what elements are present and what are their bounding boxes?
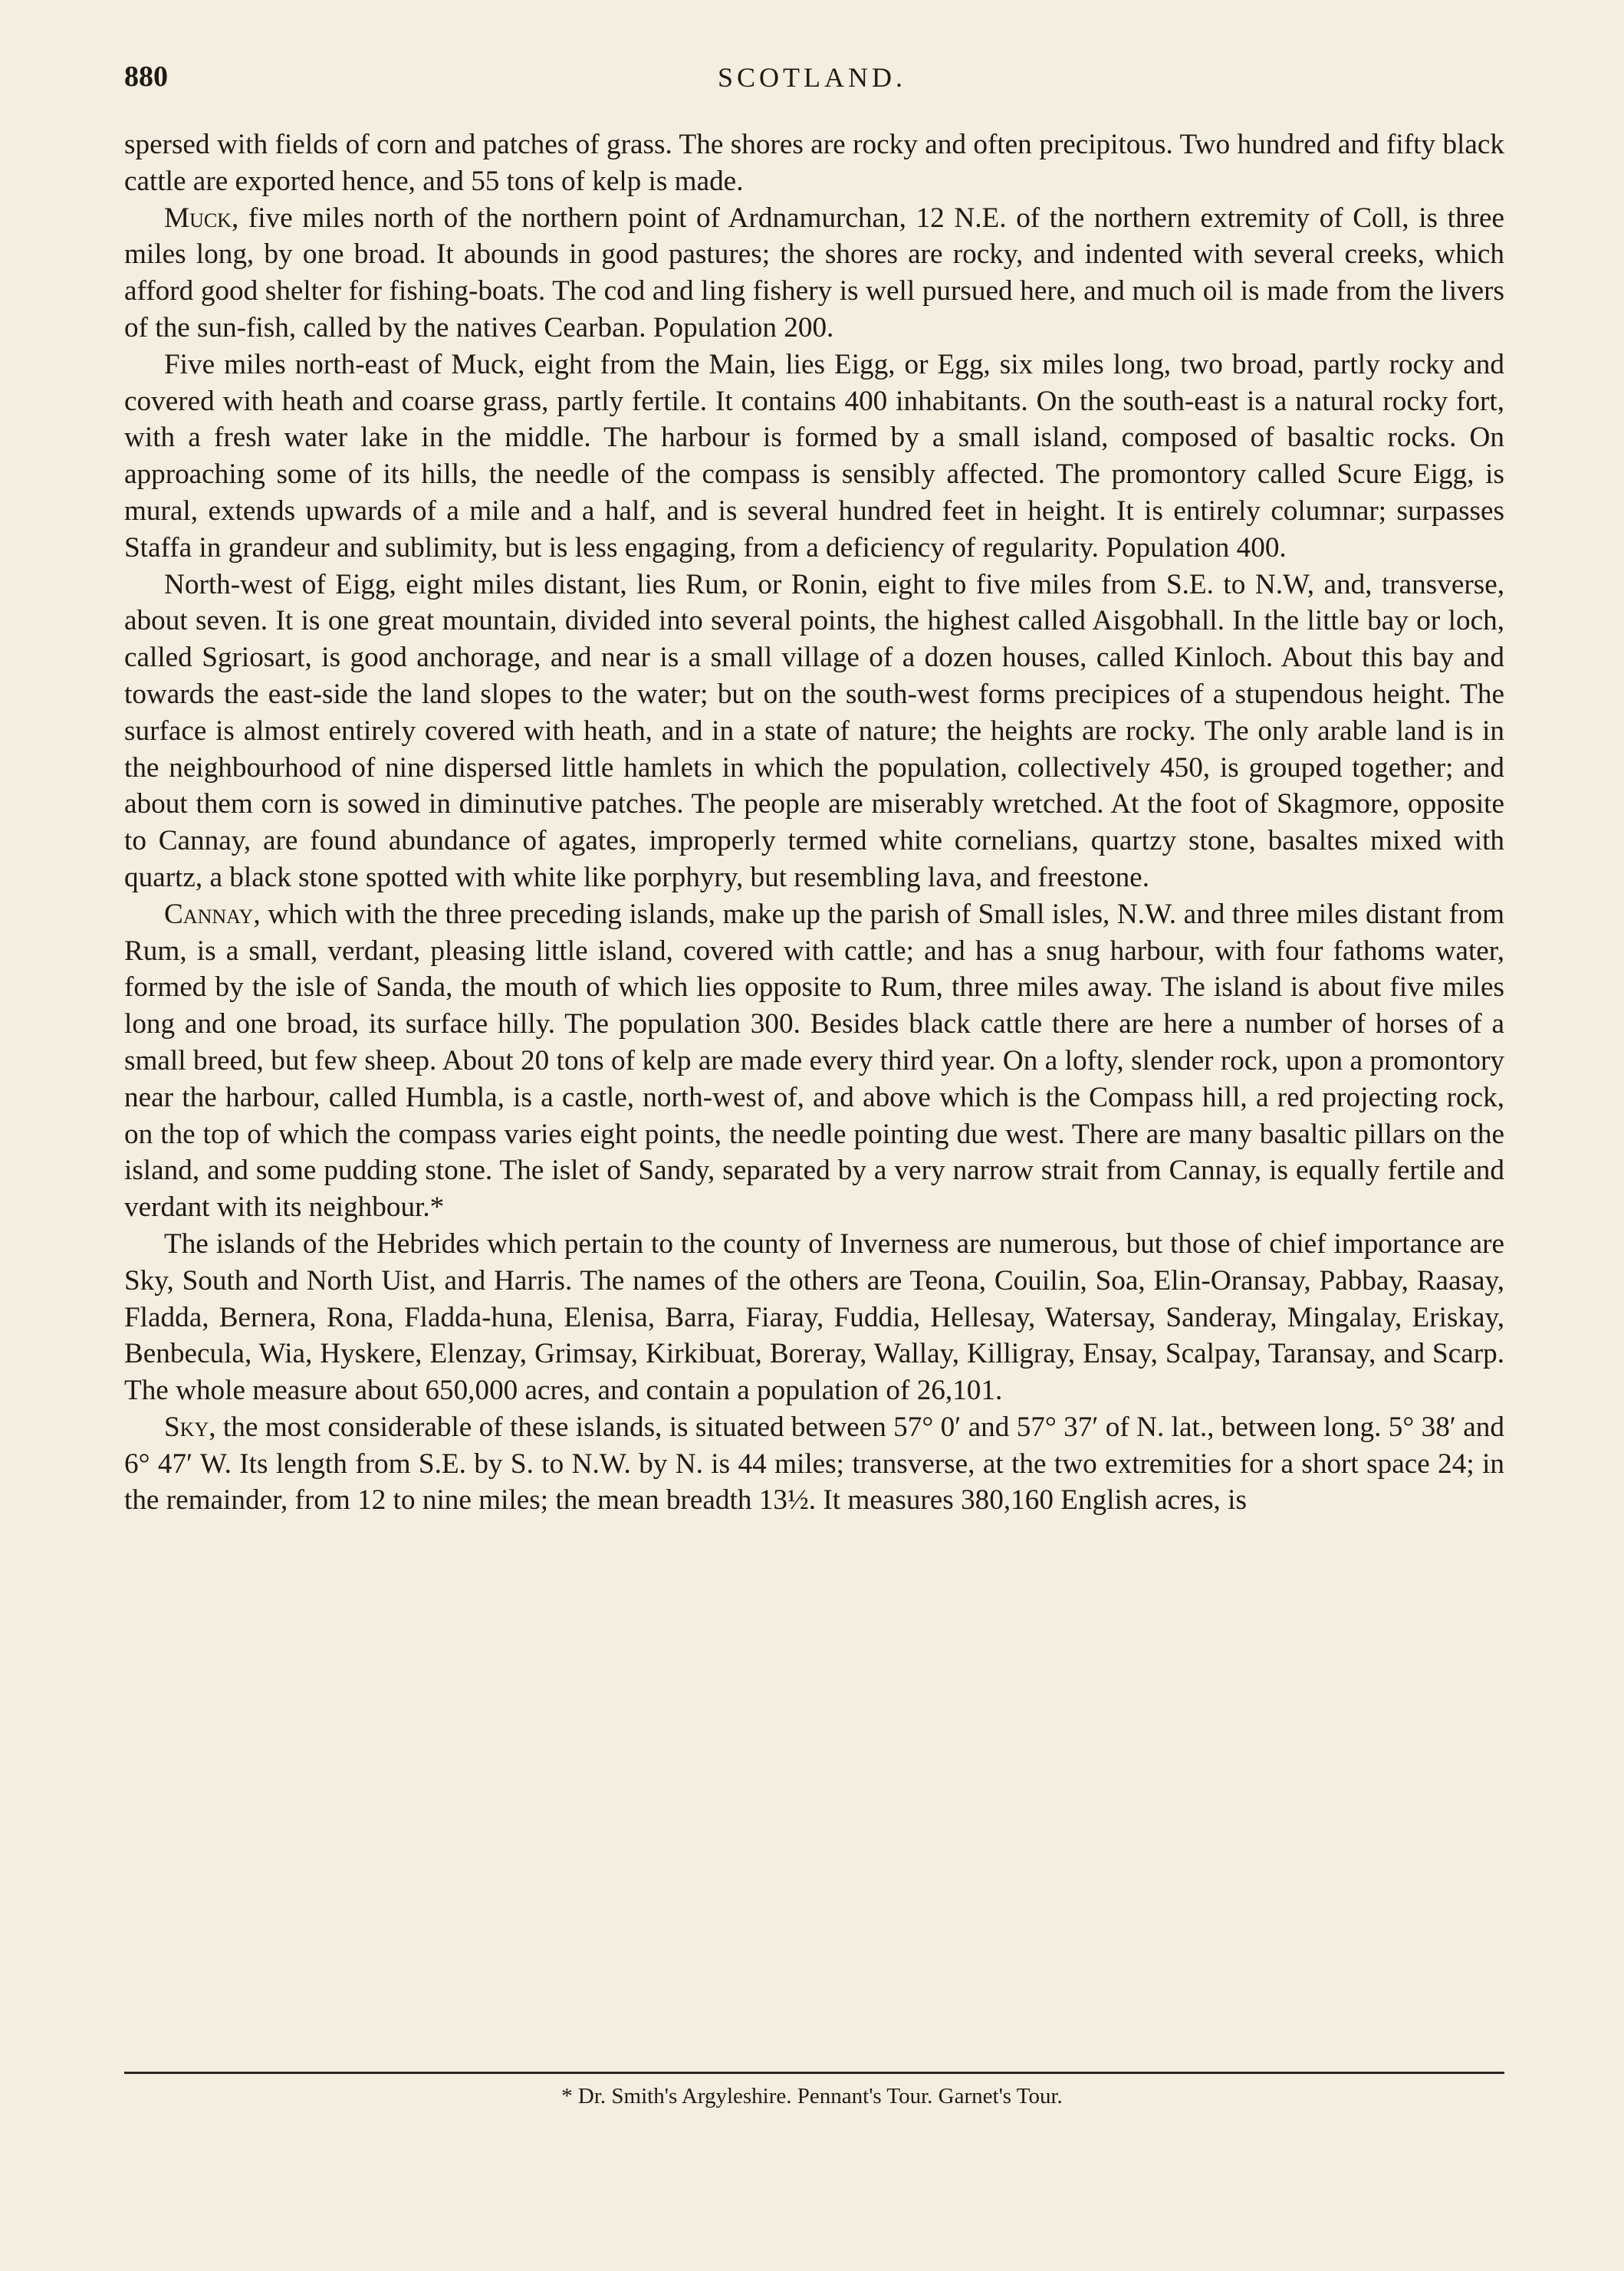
paragraph-cannay	[124, 896, 1504, 1226]
paragraph-inverness-islands: The islands of the Hebrides which pertain to the county of Inverness are numerous, but those of chief importance are Sky, South and North Uist, and Harris. The names of the others are Teona, Couilin, Soa, Elin-Oransay, Pabbay, Raasay, Fladda, Bernera, Rona, Fladda-huna, Elenisa, Barra, Fiaray, Fuddia, Hellesay, Watersay, Sanderay, Mingalay, Eriskay, Benbecula, Wia, Hyskere, Elenzay, Grimsay, Kirkibuat, Boreray, Wallay, Killigray, Ensay, Scalpay, Taransay, and Scarp. The whole measure about 650,000 acres, and contain a population of 26,101.	[124, 1228, 1504, 1407]
body-text	[124, 127, 1504, 1519]
small-caps-heading: Muck,	[164, 202, 239, 234]
paragraph-eigg: Five miles north-east of Muck, eight from the Main, lies Eigg, or Egg, six miles long, two broad, partly rocky and covered with heath and coarse grass, partly fertile. It contains 400 inhabitants. On the south-east is a natural rocky fort, with a fresh water lake in the middle. The harbour is formed by a small island, composed of basaltic rocks. On approaching some of its hills, the needle of the compass is sensibly affected. The promontory called Scure Eigg, is mural, extends upwards of a mile and a half, and is several hundred feet in height. It is entirely columnar; surpasses Staffa in grandeur and sublimity, but is less engaging, from a deficiency of regularity. Population 400.	[124, 348, 1504, 564]
paragraph-text: , the most considerable of these islands, is situated between 57° 0′ and 57° 37′ of N. lat., between long. 5° 38′ and 6° 47′ W. Its length from S.E. by S. to N.W. by N. is 44 miles; transverse, at the two extremities for a short space 24; in the remainder, from 12 to nine miles; the mean breadth 13½. It measures 380,160 English acres, is	[124, 1411, 1504, 1517]
paragraph-text: , which with the three preceding islands, make up the parish of Small isles, N.W. and three miles distant from Rum, is a small, verdant, pleasing little island, covered with cattle; and has a snug harbour, with four fathoms water, formed by the isle of Sanda, the mouth of which lies opposite to Rum, three miles away. The island is about five miles long and one broad, its surface hilly. The population 300. Besides black cattle there are here a number of horses of a small breed, but few sheep. About 20 tons of kelp are made every third year. On a lofty, slender rock, upon a promontory near the harbour, called Humbla, is a castle, north-west of, and above which is the Compass hill, a red projecting rock, on the top of which the compass varies eight points, the needle pointing due west. There are many basaltic pillars on the island, and some pudding stone. The islet of Sandy, separated by a very narrow strait from Cannay, is equally fertile and verdant with its neighbour.*	[124, 898, 1504, 1224]
paragraph-rum: North-west of Eigg, eight miles distant, lies Rum, or Ronin, eight to five miles from S.E. to N.W, and, transverse, about seven. It is one great mountain, divided into several points, the highest called Aisgobhall. In the little bay or loch, called Sgriosart, is good anchorage, and near is a small village of a dozen houses, called Kinloch. About this bay and towards the east-side the land slopes to the water; but on the south-west forms precipices of a stupendous height. The surface is almost entirely covered with heath, and in a state of nature; the heights are rocky. The only arable land is in the neighbourhood of nine dispersed little hamlets in which the population, collectively 450, is grouped together; and about them corn is sowed in diminutive patches. The people are miserably wretched. At the foot of Skagmore, opposite to Cannay, are found abundance of agates, improperly termed white cornelians, quartzy stone, basaltes mixed with quartz, a black stone spotted with white like porphyry, but resembling lava, and freestone.	[124, 568, 1504, 893]
paragraph-muck	[124, 200, 1504, 347]
small-caps-heading: Cannay	[164, 898, 254, 930]
footnote-rule	[124, 2072, 1504, 2074]
running-head: SCOTLAND.	[717, 62, 906, 93]
paragraph-sky	[124, 1409, 1504, 1519]
small-caps-heading: Sky	[164, 1411, 209, 1443]
paragraph-text: five miles north of the northern point of Ardnamurchan, 12 N.E. of the northern extremity of Coll, is three miles long, by one broad. It abounds in good pastures; the shores are rocky, and indented with several creeks, which afford good shelter for fishing-boats. The cod and ling fishery is well pursued here, and much oil is made from the livers of the sun-fish, called by the natives Cearban. Population 200.	[124, 202, 1504, 343]
page-number: 880	[124, 61, 168, 93]
paragraph-continuation: spersed with fields of corn and patches of grass. The shores are rocky and often precipitous. Two hundred and fifty black cattle are exported hence, and 55 tons of kelp is made.	[124, 129, 1504, 197]
footnote: * Dr. Smith's Argyleshire. Pennant's Tour. Garnet's Tour.	[561, 2084, 1063, 2108]
page-header	[124, 60, 1500, 107]
